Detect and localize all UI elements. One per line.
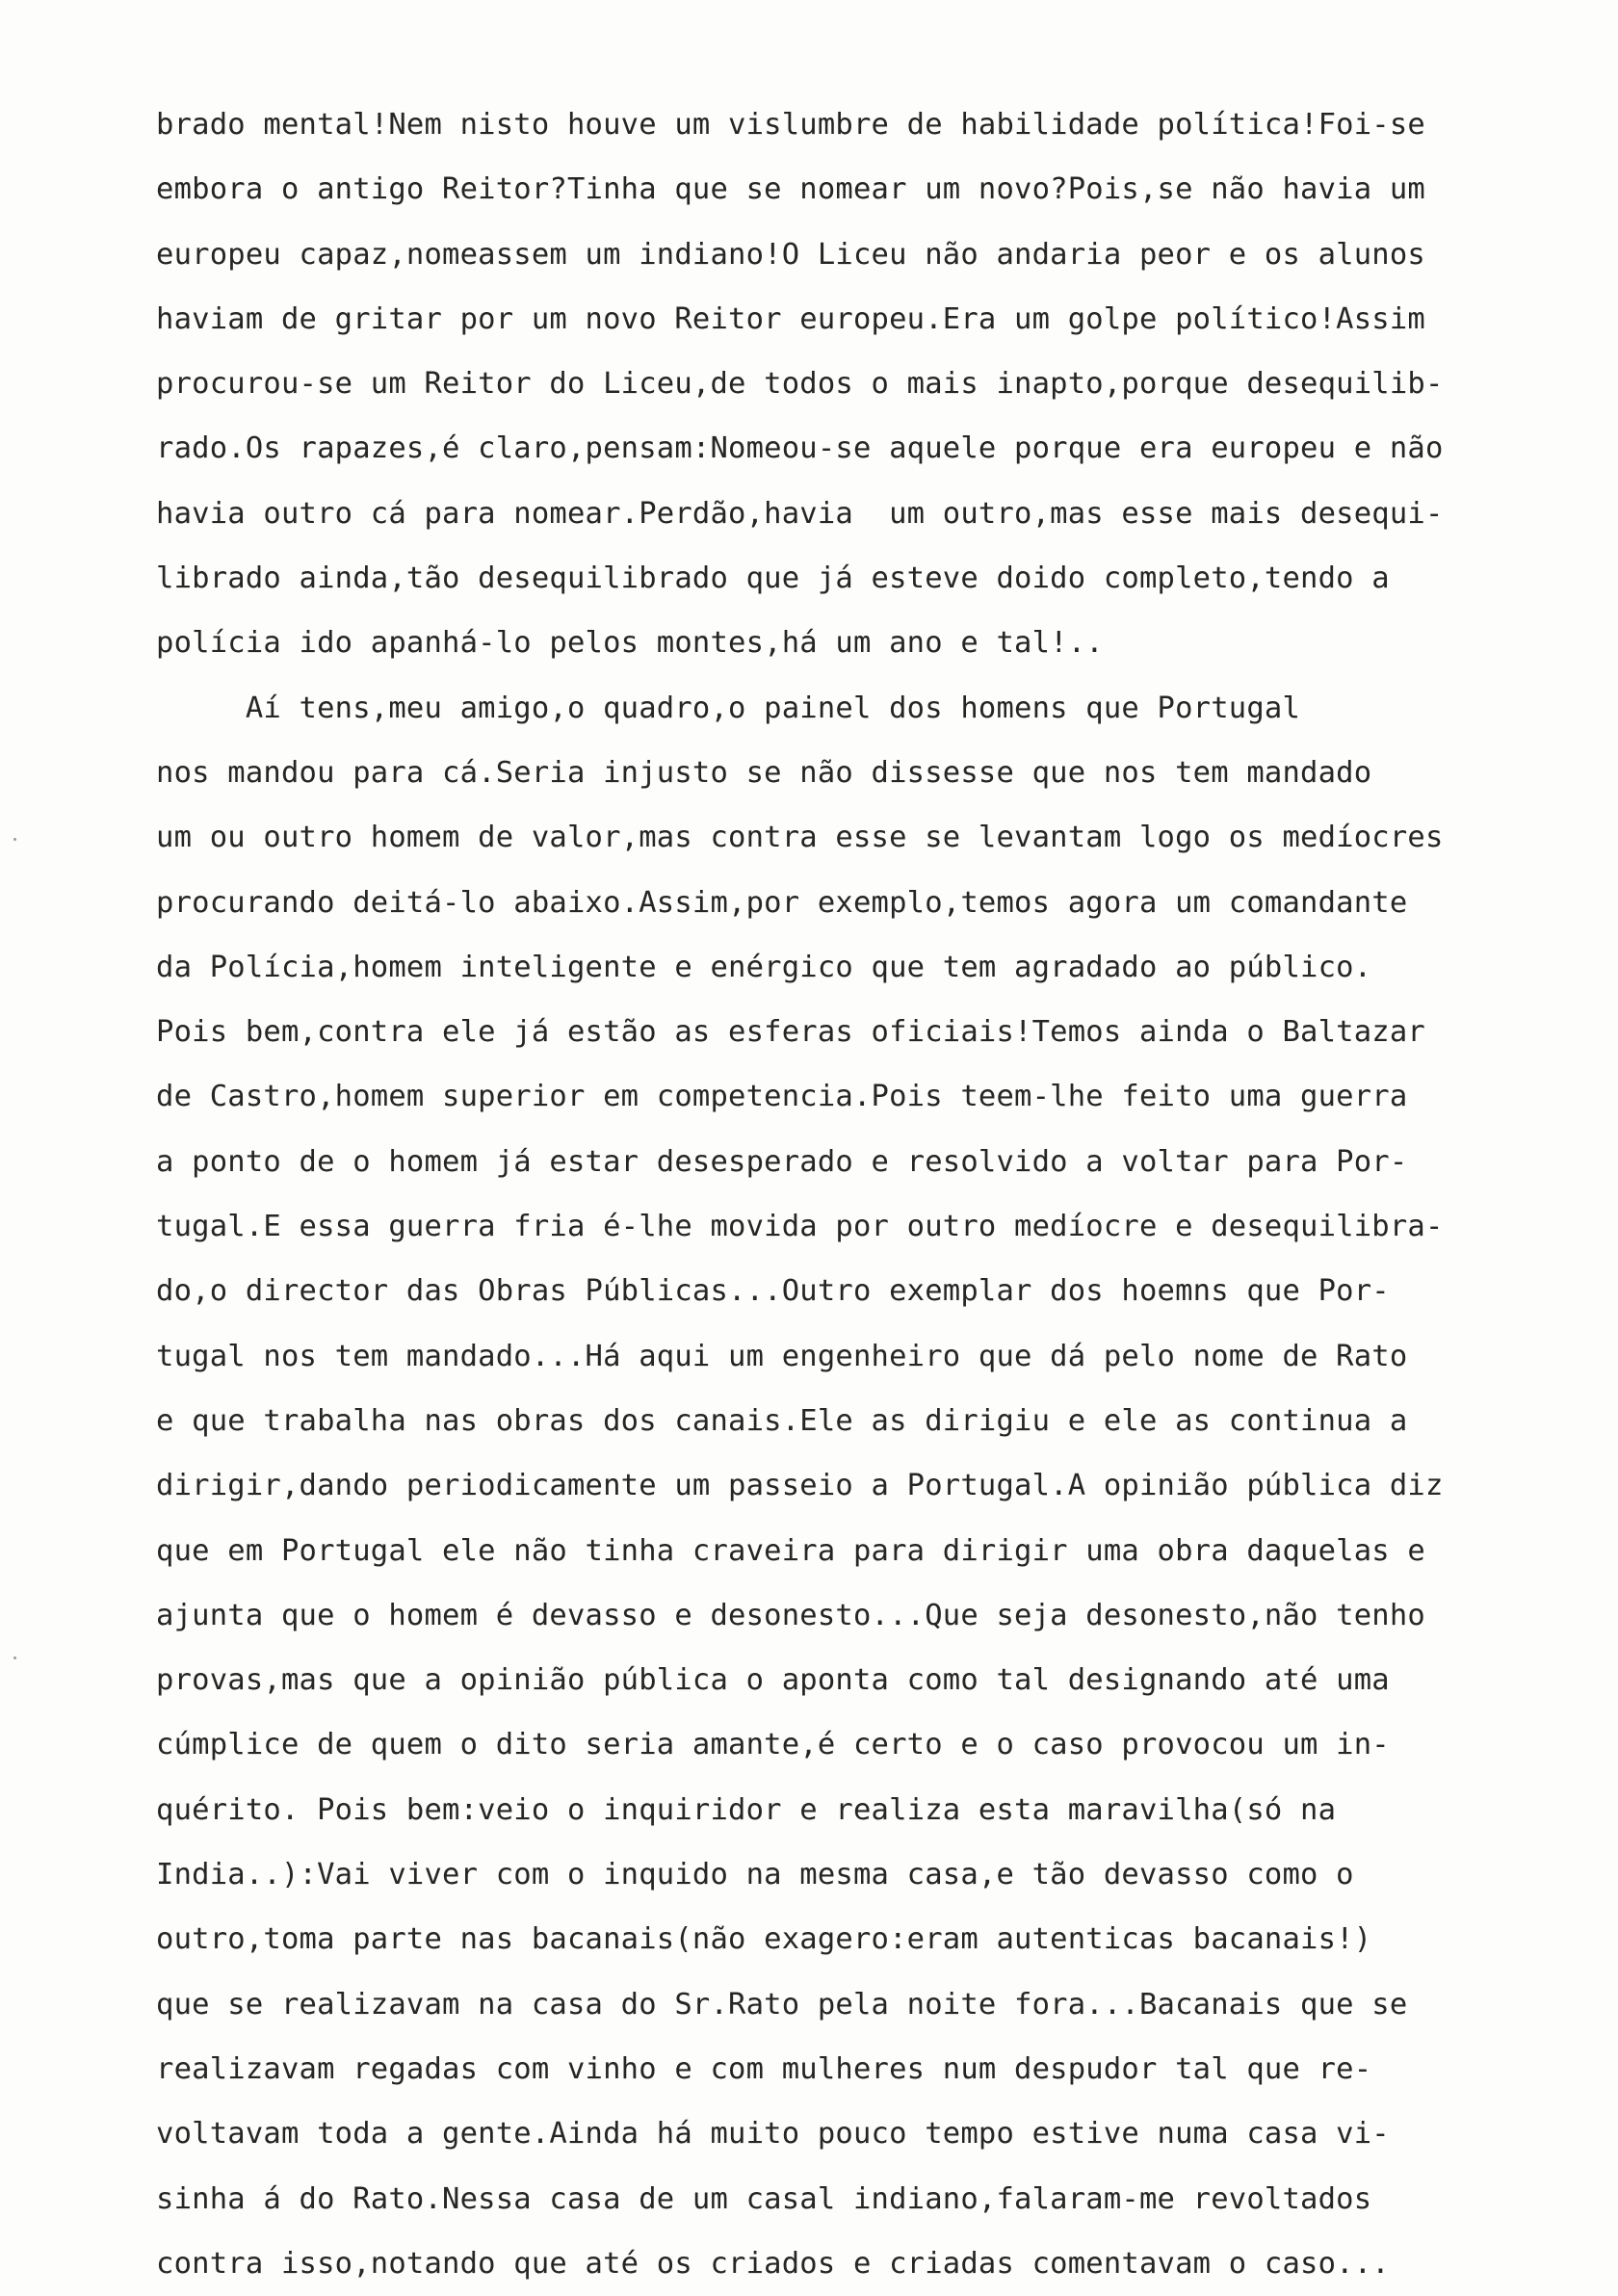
typed-text-body: [156, 92, 1572, 2296]
text-line: quérito. Pois bem:veio o inquiridor e realiza esta maravilha(só na: [156, 1792, 1337, 1827]
margin-mark: [13, 1657, 16, 1659]
text-line: voltavam toda a gente.Ainda há muito pouco tempo estive numa casa vi-: [156, 2117, 1390, 2152]
text-line: cúmplice de quem o dito seria amante,é certo e o caso provocou um in-: [156, 1728, 1390, 1762]
text-line: outro,toma parte nas bacanais(não exagero:eram autenticas bacanais!): [156, 1922, 1372, 1957]
text-line: que em Portugal ele não tinha craveira para dirigir uma obra daquelas e: [156, 1533, 1425, 1568]
text-line: provas,mas que a opinião pública o aponta como tal designando até uma: [156, 1663, 1390, 1698]
text-line: contra isso,notando que até os criados e criadas comentavam o caso...: [156, 2246, 1390, 2281]
text-line: procurou-se um Reitor do Liceu,de todos o mais inapto,porque desequilib-: [156, 367, 1444, 402]
text-line: europeu capaz,nomeassem um indiano!O Liceu não andaria peor e os alunos: [156, 237, 1425, 272]
text-line: dirigir,dando periodicamente um passeio a Portugal.A opinião pública diz: [156, 1469, 1444, 1503]
text-line: embora o antigo Reitor?Tinha que se nomear um novo?Pois,se não havia um: [156, 172, 1425, 207]
text-line: ajunta que o homem é devasso e desonesto...Que seja desonesto,não tenho: [156, 1598, 1425, 1632]
text-line: da Polícia,homem inteligente e enérgico que tem agradado ao público.: [156, 950, 1372, 984]
text-line: tugal nos tem mandado...Há aqui um engenheiro que dá pelo nome de Rato: [156, 1339, 1408, 1373]
text-line: rado.Os rapazes,é claro,pensam:Nomeou-se aquele porque era europeu e não: [156, 431, 1444, 466]
text-line: a ponto de o homem já estar desesperado e resolvido a voltar para Por-: [156, 1144, 1408, 1179]
margin-mark: [13, 838, 16, 841]
text-line: sinha á do Rato.Nessa casa de um casal indiano,falaram-me revoltados: [156, 2181, 1372, 2216]
text-line: nos mandou para cá.Seria injusto se não dissesse que nos tem mandado: [156, 755, 1372, 790]
text-line: e que trabalha nas obras dos canais.Ele as dirigiu e ele as continua a: [156, 1403, 1408, 1438]
text-line: polícia ido apanhá-lo pelos montes,há um ano e tal!..: [156, 626, 1104, 661]
text-line: tugal.E essa guerra fria é-lhe movida por outro medíocre e desequilibra-: [156, 1210, 1444, 1244]
text-line: haviam de gritar por um novo Reitor europeu.Era um golpe político!Assim: [156, 301, 1425, 336]
text-line: um ou outro homem de valor,mas contra esse se levantam logo os medíocres: [156, 821, 1444, 855]
text-line: que se realizavam na casa do Sr.Rato pela noite fora...Bacanais que se: [156, 1987, 1408, 2022]
text-line: realizavam regadas com vinho e com mulheres num despudor tal que re-: [156, 2051, 1372, 2086]
text-line: Pois bem,contra ele já estão as esferas oficiais!Temos ainda o Baltazar: [156, 1015, 1425, 1050]
text-line: do,o director das Obras Públicas...Outro exemplar dos hoemns que Por-: [156, 1274, 1390, 1309]
text-line: havia outro cá para nomear.Perdão,havia um outro,mas esse mais desequi-: [156, 496, 1444, 531]
text-line: procurando deitá-lo abaixo.Assim,por exemplo,temos agora um comandante: [156, 885, 1408, 920]
text-line: India..):Vai viver com o inquido na mesma casa,e tão devasso como o: [156, 1858, 1354, 1892]
text-line: brado mental!Nem nisto houve um vislumbre de habilidade política!Foi-se: [156, 108, 1425, 142]
text-line: de Castro,homem superior em competencia.Pois teem-lhe feito uma guerra: [156, 1080, 1408, 1114]
paragraph-start-line: Aí tens,meu amigo,o quadro,o painel dos homens que Portugal: [156, 691, 1301, 725]
text-line: librado ainda,tão desequilibrado que já esteve doido completo,tendo a: [156, 561, 1390, 596]
